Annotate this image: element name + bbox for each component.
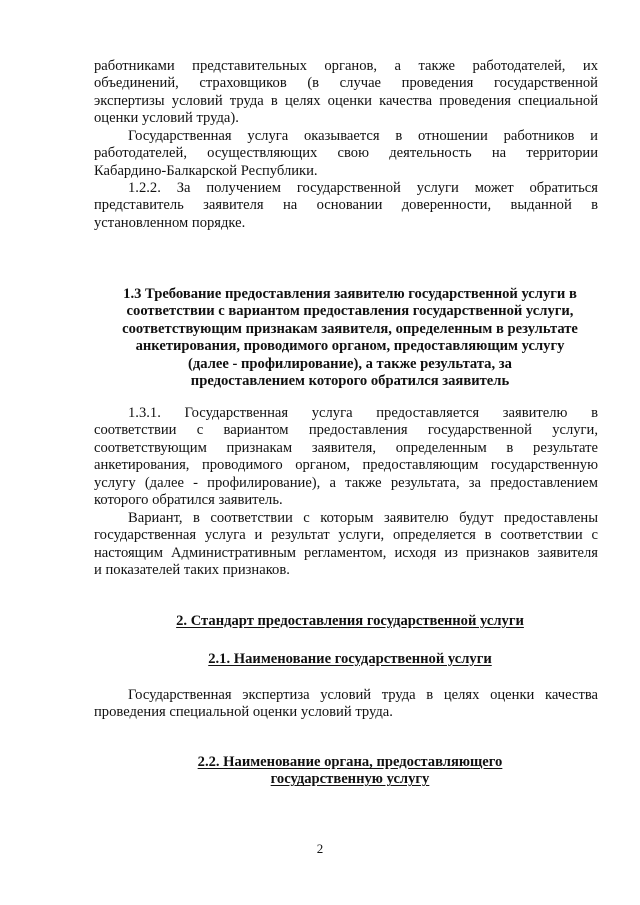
- heading-line: 2.1. Наименование государственной услуги: [208, 651, 492, 667]
- text-line: Вариант, в соответствии с которым заявителю будут предоставлены: [128, 510, 598, 526]
- section-heading-2: [80, 613, 620, 630]
- section-heading-2-2: [80, 754, 620, 789]
- text-line: соответствии с вариантом предоставления государственной услуги,: [94, 422, 598, 439]
- text-line: Государственная услуга оказывается в отношении работников и: [128, 128, 598, 144]
- text-line: услугу (далее - профилирование), а также результата, за предоставлением: [94, 474, 598, 491]
- variant-paragraph: [94, 510, 598, 580]
- heading-line: соответствующим признакам заявителя, определенным в результате: [122, 320, 578, 337]
- clause-1-2-2-paragraph: [94, 180, 598, 232]
- section-heading-2-1: [80, 651, 620, 668]
- text-line: экспертизы условий труда в целях оценки качества проведения специальной: [94, 92, 598, 109]
- heading-line: государственную услугу: [270, 771, 430, 788]
- text-line: настоящим Административным регламентом, исходя из признаков заявителя: [94, 544, 598, 561]
- clause-1-3-1-paragraph: [94, 405, 598, 509]
- page-number: 2: [316, 841, 324, 856]
- section-heading-1-3: [80, 286, 620, 390]
- scope-paragraph: [94, 128, 598, 180]
- heading-line: 1.3 Требование предоставления заявителю государственной услуги в: [123, 286, 577, 302]
- heading-line: соответствии с вариантом предоставления государственной услуги,: [126, 303, 574, 320]
- text-line: установленном порядке.: [94, 214, 246, 231]
- text-line: и показателей таких признаков.: [94, 562, 290, 579]
- text-line: представитель заявителя на основании доверенности, выданной в: [94, 197, 598, 214]
- intro-paragraph: [94, 58, 598, 128]
- text-line: Государственная экспертиза условий труда в целях оценки качества: [128, 687, 598, 703]
- heading-line: 2.2. Наименование органа, предоставляющего: [197, 754, 503, 770]
- text-line: оценки условий труда).: [94, 110, 239, 127]
- heading-line: анкетирования, проводимого органом, предоставляющим услугу: [135, 338, 565, 355]
- text-line: объединений, страховщиков (в случае проведения государственной: [94, 75, 598, 92]
- heading-line: (далее - профилирование), а также результата, за: [188, 355, 512, 372]
- service-name-paragraph: [94, 687, 598, 722]
- heading-line: 2. Стандарт предоставления государственной услуги: [176, 613, 524, 629]
- text-line: анкетирования, проводимого органом, предоставляющим государственную: [94, 457, 598, 474]
- text-line: работниками представительных органов, а также работодателей, их: [94, 58, 598, 74]
- text-line: 1.3.1. Государственная услуга предоставляется заявителю в: [128, 405, 598, 421]
- text-line: которого обратился заявитель.: [94, 491, 283, 508]
- text-line: 1.2.2. За получением государственной услуги может обратиться: [128, 180, 598, 196]
- text-line: Кабардино-Балкарской Республики.: [94, 162, 318, 179]
- text-line: работодателей, осуществляющих свою деятельность на территории: [94, 145, 598, 162]
- text-line: государственная услуга и результат услуги, определяется в соответствии с: [94, 527, 598, 544]
- heading-line: предоставлением которого обратился заявитель: [190, 372, 510, 389]
- text-line: проведения специальной оценки условий труда.: [94, 704, 393, 721]
- text-line: соответствующим признакам заявителя, определенным в результате: [94, 439, 598, 456]
